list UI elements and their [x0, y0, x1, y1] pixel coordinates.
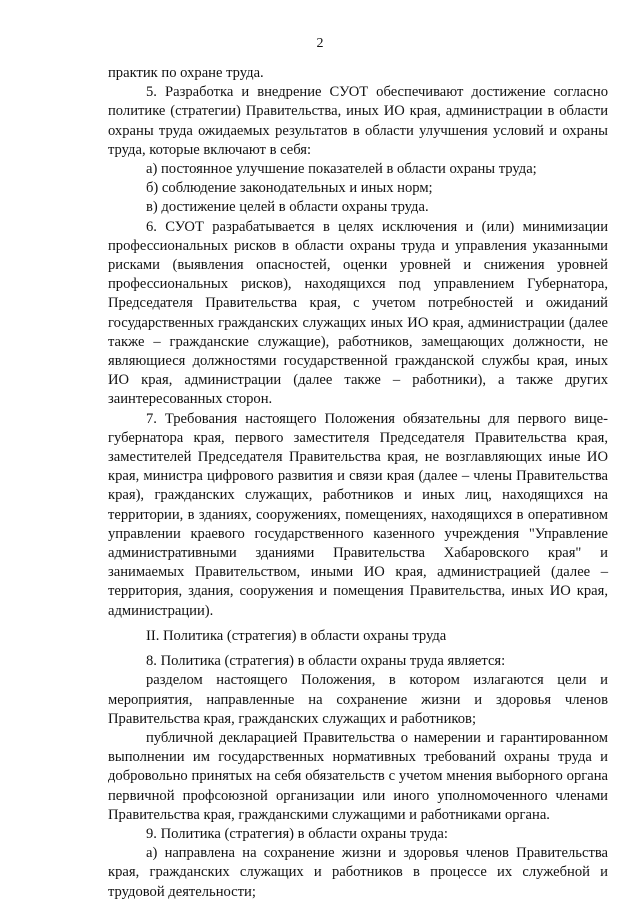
paragraph-8-part-1: разделом настоящего Положения, в котором излагаются цели и мероприятия, направленные на сохранение жизни и здоровья членов Правительства края, гражданских служащих и работников; — [108, 672, 608, 727]
list-item-a: а) постоянное улучшение показателей в области охраны труда; — [146, 161, 537, 178]
paragraph-8: 8. Политика (стратегия) в области охраны труда является: — [146, 653, 506, 670]
paragraph-6: 6. СУОТ разрабатывается в целях исключения и (или) минимизации профессиональных рисков в области охраны труда и управления указанными рисками (выявления опасностей, оценки уровней и снижения уровней профессиональных рисков), находящихся под управлением Губернатора, Председателя Правительства края, с учетом потребностей и ожиданий государственных гражданских служащих иных ИО края, администрации (далее также – гражданские служащие), работников, замещающих должности, не являющиеся должностями государственной гражданской службы края, иных ИО края, администрации (далее также – работники), а также других заинтересованных сторон. — [108, 218, 608, 408]
page-number: 2 — [316, 36, 324, 51]
document-body — [108, 64, 608, 902]
paragraph-8-part-2: публичной декларацией Правительства о намерении и гарантированном выполнении им государственных нормативных требований охраны труда и добровольно принятых на себя обязательств с учетом мнения выборного органа первичной профсоюзной организации или иного уполномоченного членами Правительства края, гражданскими служащими и работниками органа. — [108, 729, 608, 823]
paragraph-7: 7. Требования настоящего Положения обязательны для первого вице-губернатора края, первого заместителя Председателя Правительства края, заместителей Председателя Правительства края, не возглавляющих иные ИО края, министра цифрового развития и связи края (далее – члены Правительства края), гражданских служащих, работников и иных лиц, находящихся на территории, в зданиях, сооружениях, помещениях, находящихся в оперативном управлении краевого государственного казенного учреждения "Управление административными зданиями Правительства Хабаровского края" и занимаемых Правительством, иными ИО края, администрацией (далее – территория, здания, сооружения и помещения Правительства, иных ИО края, администрации). — [108, 410, 608, 619]
section-heading: II. Политика (стратегия) в области охраны труда — [146, 627, 447, 644]
list-item-c: в) достижение целей в области охраны труда. — [146, 199, 429, 216]
paragraph-continuation: практик по охране труда. — [108, 65, 264, 81]
paragraph-5: 5. Разработка и внедрение СУОТ обеспечивают достижение согласно политике (стратегии) Правительства, иных ИО края, администрации в области охраны труда ожидаемых результатов в области улучшения условий и охраны труда, которые включают в себя: — [108, 84, 608, 158]
paragraph-9-item-a: а) направлена на сохранение жизни и здоровья членов Правительства края, гражданских служащих и работников в процессе их служебной и трудовой деятельности; — [108, 845, 608, 900]
paragraph-9: 9. Политика (стратегия) в области охраны труда: — [146, 825, 448, 842]
list-item-b: б) соблюдение законодательных и иных норм; — [146, 180, 433, 197]
